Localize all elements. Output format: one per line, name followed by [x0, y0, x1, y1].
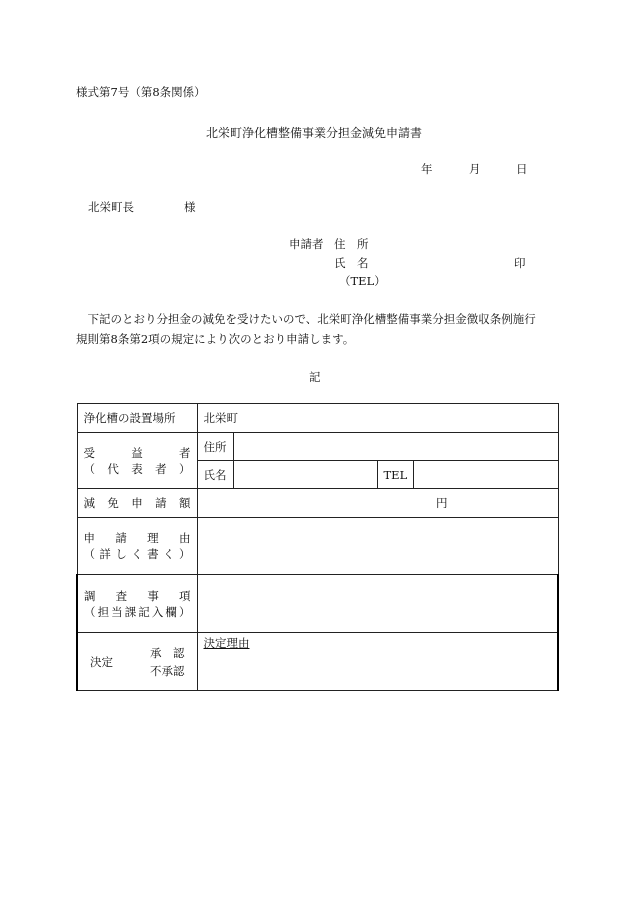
- application-table: [76, 403, 559, 691]
- location-value-cell[interactable]: [197, 404, 558, 433]
- amount-char: 請: [155, 496, 167, 510]
- amount-label: [84, 495, 191, 511]
- reason-char: く: [131, 547, 143, 561]
- amount-char: 額: [179, 496, 191, 510]
- beneficiary-char: 受: [83, 445, 95, 460]
- survey-label-line1: [84, 588, 191, 604]
- beneficiary-address-label: 住所: [203, 439, 227, 454]
- reason-char: 請: [115, 531, 127, 545]
- applicant-tel-label: （TEL）: [339, 274, 386, 288]
- survey-char: （: [84, 604, 96, 619]
- reason-char: 申: [83, 531, 95, 545]
- beneficiary-name-field[interactable]: [233, 461, 377, 489]
- decision-row: [77, 633, 558, 691]
- beneficiary-char: 者: [155, 461, 167, 476]
- reason-char: ）: [178, 547, 191, 561]
- reason-char: 書: [147, 547, 159, 561]
- survey-label-cell: [77, 575, 197, 633]
- document-title: 北栄町浄化槽整備事業分担金減免申請書: [206, 126, 423, 140]
- survey-char: 査: [115, 588, 128, 603]
- applicant-address-label: 住 所: [334, 237, 369, 251]
- beneficiary-tel-label-cell: [377, 461, 413, 489]
- survey-char: 調: [84, 588, 96, 603]
- survey-char: 当: [111, 604, 123, 619]
- reason-char: 理: [147, 531, 159, 545]
- date-day-label: 日: [516, 162, 528, 176]
- applicant-label: 申請者: [289, 237, 324, 251]
- reason-char: く: [163, 547, 175, 561]
- survey-label-line2: [84, 604, 191, 620]
- reason-label-line1: [84, 530, 191, 546]
- beneficiary-name-label: 氏名: [203, 467, 227, 482]
- decision-reason-label: 決定理由: [203, 636, 250, 650]
- beneficiary-name-label-cell: [197, 461, 233, 489]
- beneficiary-char: ）: [179, 461, 191, 476]
- beneficiary-address-field[interactable]: [233, 433, 558, 461]
- reason-label-line2: [84, 546, 191, 562]
- reason-label-cell: [77, 518, 197, 575]
- reason-char: （: [83, 547, 95, 561]
- decision-reason-field[interactable]: [197, 633, 558, 691]
- beneficiary-label-line2: [84, 461, 191, 477]
- decision-options: [150, 644, 191, 680]
- applicant-name-label: 氏 名: [334, 256, 369, 270]
- seal-mark: 印: [514, 256, 526, 270]
- beneficiary-char: 代: [107, 461, 119, 476]
- location-label: 浄化槽の設置場所: [83, 411, 176, 425]
- reason-char: 由: [178, 531, 191, 545]
- survey-char: 欄: [165, 604, 177, 619]
- beneficiary-tel-label: TEL: [383, 467, 408, 482]
- amount-label-cell: [77, 489, 197, 518]
- form-number: 様式第7号（第8条関係）: [76, 85, 206, 99]
- reason-char: 詳: [99, 547, 111, 561]
- addressee-suffix: 様: [184, 200, 196, 214]
- survey-field[interactable]: [197, 575, 558, 633]
- decision-label: 決定: [90, 654, 113, 669]
- survey-char: 事: [147, 588, 159, 603]
- body-text-line1: 下記のとおり分担金の減免を受けたいので、北栄町浄化槽整備事業分担金徴収条例施行: [76, 312, 536, 326]
- addressee: 北栄町長: [88, 200, 134, 214]
- beneficiary-tel-field[interactable]: [413, 461, 558, 489]
- amount-unit: 円: [436, 496, 448, 510]
- survey-char: 項: [178, 588, 191, 603]
- reason-row: [77, 518, 558, 575]
- reason-char: し: [115, 547, 127, 561]
- survey-char: ）: [178, 604, 191, 619]
- survey-char: 入: [151, 604, 164, 619]
- reason-field[interactable]: [197, 518, 558, 575]
- amount-row: [77, 489, 558, 518]
- beneficiary-address-label-cell: [197, 433, 233, 461]
- beneficiary-char: 者: [179, 445, 191, 460]
- location-value: 北栄町: [203, 411, 238, 425]
- survey-row: [77, 575, 558, 633]
- date-month-label: 月: [469, 162, 481, 176]
- beneficiary-label-line1: [84, 445, 191, 461]
- body-text-line2: 規則第8条第2項の規定により次のとおり申請します。: [76, 332, 355, 346]
- decision-label-cell: [77, 633, 197, 691]
- beneficiary-char: 表: [131, 461, 143, 476]
- location-label-cell: [77, 404, 197, 433]
- amount-char: 減: [83, 496, 95, 510]
- amount-char: 申: [131, 496, 143, 510]
- decision-disapprove[interactable]: 不承認: [150, 663, 185, 678]
- date-year-label: 年: [421, 162, 433, 176]
- beneficiary-label-cell: [77, 433, 197, 489]
- decision-approve[interactable]: 承 認: [150, 645, 185, 660]
- ki-marker: 記: [309, 370, 321, 384]
- survey-char: 記: [138, 604, 150, 619]
- beneficiary-address-row: [77, 433, 558, 461]
- survey-char: 課: [124, 604, 137, 619]
- amount-char: 免: [107, 496, 119, 510]
- decision-label-group: [84, 644, 191, 680]
- amount-field[interactable]: [197, 489, 558, 518]
- beneficiary-char: （: [83, 461, 95, 476]
- survey-char: 担: [97, 604, 110, 619]
- location-row: [77, 404, 558, 433]
- beneficiary-char: 益: [131, 445, 143, 460]
